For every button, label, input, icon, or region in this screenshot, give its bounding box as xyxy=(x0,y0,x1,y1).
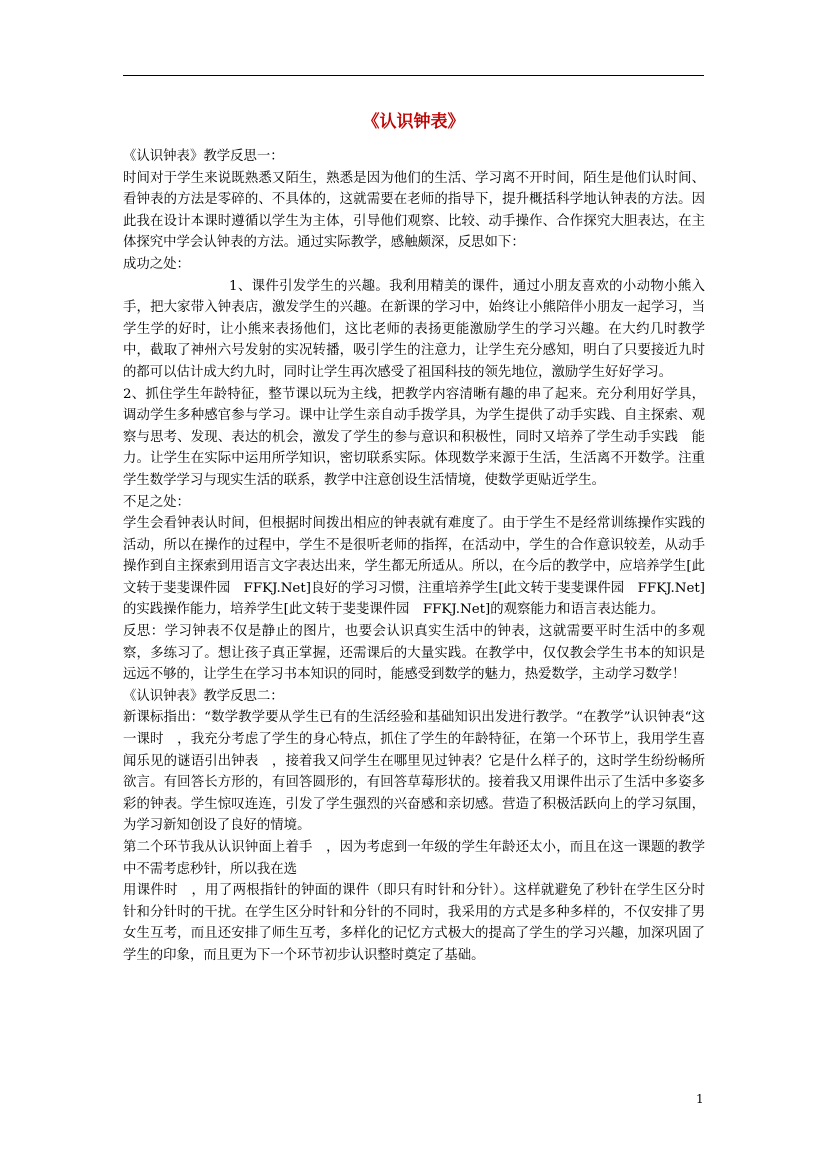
paragraph-courseware: 用课件时 ，用了两根指针的钟面的课件（即只有时针和分针）。这样就避免了秒针在学生区分时针和分针时的干扰。在学生区分时针和分针的不同时，我采用的方式是多种多样的，不仅安排了男女生互考，而且还安排了师生互考，多样化的记忆方式极大的提高了学生的学习兴趣，加深巩固了学生的印象，而且更为下一个环节初步认识整时奠定了基础。 xyxy=(123,883,705,963)
document-body xyxy=(123,146,705,967)
paragraph-reflection: 反思：学习钟表不仅是静止的图片，也要会认识真实生活中的钟表，这就需要平时生活中的多观察，多练习了。想让孩子真正掌握，还需课后的大量实践。在教学中，仅仅教会学生书本的知识是远远不够的，让学生在学习书本知识的同时，能感受到数学的魅力，热爱数学，主动学习数学！ xyxy=(123,624,705,683)
paragraph-intro: 时间对于学生来说既熟悉又陌生，熟悉是因为他们的生活、学习离不开时间，陌生是他们认时间、看钟表的方法是零碎的、不具体的，这就需要在老师的指导下，提升概括科学地认钟表的方法。因此我在设计本课时遵循以学生为主体，引导他们观察、比较、动手操作、合作探究大胆表达，在主体探究中学会认钟表的方法。通过实际教学，感触颇深，反思如下： xyxy=(123,170,705,251)
paragraph-shortcomings: 学生会看钟表认时间，但根据时间拨出相应的钟表就有难度了。由于学生不是经常训练操作实践的活动，所以在操作的过程中，学生不是很听老师的指挥，在活动中，学生的合作意识较差，从动手操作到自主探索到用语言文字表达出来，学生都无所适从。所以，在今后的教学中，应培养学生[此文转于斐斐课件园 FFKJ.Net]良好的学习习惯，注重培养学生[此文转于斐斐课件园 FFKJ.Net]的实践操作能力，培养学生[此文转于斐斐课件园 FFKJ.Net]的观察能力和语言表达能力。 xyxy=(123,516,705,618)
paragraph-point-1: 1、课件引发学生的兴趣。我利用精美的课件，通过小朋友喜欢的小动物小熊入手，把大家带入钟表店，激发学生的兴趣。在新课的学习中，始终让小熊陪伴小朋友一起学习，当学生学的好时，让小熊来表扬他们，这比老师的表扬更能激励学生的学习兴趣。在大约几时教学中，截取了神州六号发射的实况转播，吸引学生的注意力，让学生充分感知，明白了只要接近九时的都可以估计成大约九时，同时让学生再次感受了祖国科技的领先地位，激励学生好好学习。 xyxy=(123,278,705,380)
section-label-success: 成功之处： xyxy=(123,256,190,272)
section-heading-two: 《认识钟表》教学反思二： xyxy=(123,688,284,704)
paragraph-curriculum: 新课标指出：“数学教学要从学生已有的生活经验和基础知识出发进行教学。“在教学”认识钟表“这一课时 ，我充分考虑了学生的身心特点，抓住了学生的年龄特征，在第一个环节上，我用学生喜闻乐见的谜语引出钟表 ，接着我又问学生在哪里见过钟表？它是什么样子的，这时学生纷纷畅所欲言。有回答长方形的，有回答圆形的，有回答草莓形状的。接着我又用课件出示了生活中多姿多彩的钟表。学生惊叹连连，引发了学生强烈的兴奋感和亲切感。营造了积极活跃向上的学习氛围，为学习新知创设了良好的情境。 xyxy=(123,710,705,834)
page-number: 1 xyxy=(696,1092,704,1106)
section-heading-one: 《认识钟表》教学反思一： xyxy=(123,149,284,164)
section-label-shortcomings: 不足之处： xyxy=(123,494,190,510)
paragraph-second-step: 第二个环节我从认识钟面上着手 ，因为考虑到一年级的学生年龄还太小，而且在这一课题的教学中不需考虑秒针，所以我在选 xyxy=(123,840,705,877)
paragraph-point-2: 2、抓住学生年龄特征，整节课以玩为主线，把教学内容清晰有趣的串了起来。充分利用好学具，调动学生多种感官参与学习。课中让学生亲自动手拨学具，为学生提供了动手实践、自主探索、观察与思考、发现、表达的机会，激发了学生的参与意识和积极性，同时又培养了学生动手实践 能力。让学生在实际中运用所学知识，密切联系实际。体现数学来源于生活，生活离不开数学。注重学生数学学习与现实生活的联系，教学中注意创设生活情境，使数学更贴近学生。 xyxy=(123,386,705,488)
document-title: 《认识钟表》 xyxy=(362,112,465,132)
header-rule xyxy=(123,75,704,76)
